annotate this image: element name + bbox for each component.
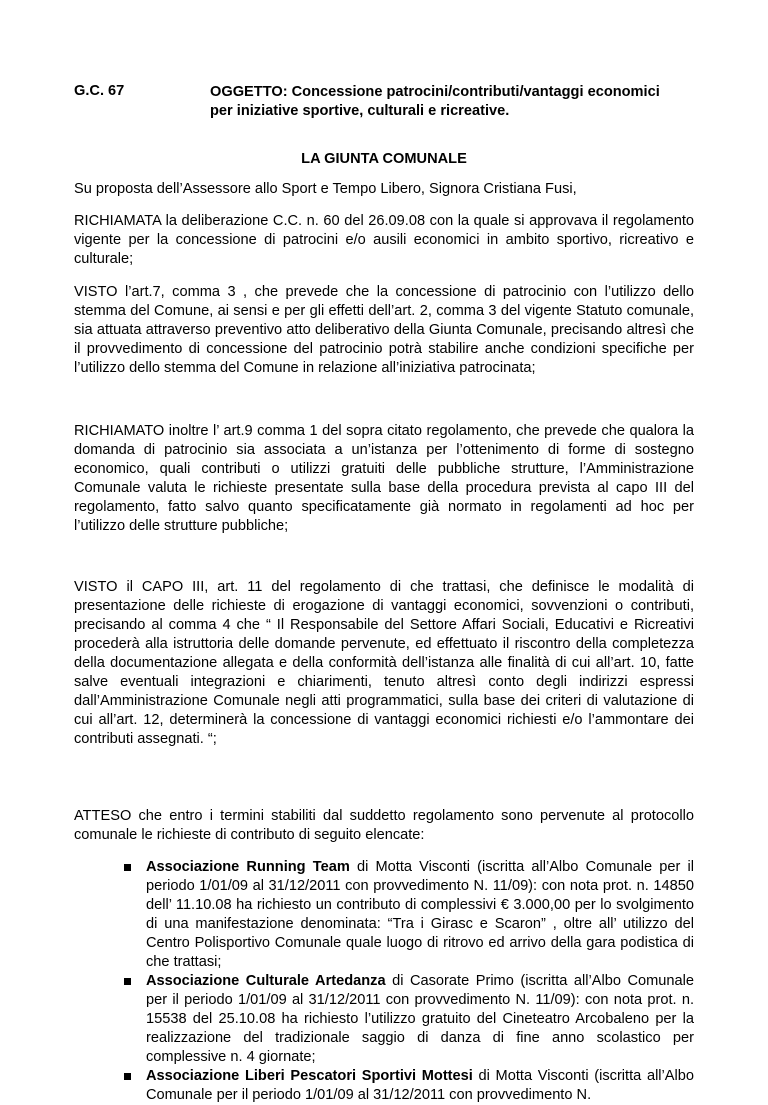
resolution-code: G.C. 67 bbox=[74, 83, 125, 99]
association-name: Associazione Culturale Artedanza bbox=[146, 973, 386, 989]
list-item bbox=[74, 858, 694, 972]
subject bbox=[210, 83, 700, 121]
list-item bbox=[74, 972, 694, 1067]
paragraph-proposal: Su proposta dell’Assessore allo Sport e Tempo Libero, Signora Cristiana Fusi, bbox=[74, 181, 577, 197]
association-name: Associazione Running Team bbox=[146, 859, 350, 875]
paragraph-visto-art7: VISTO l’art.7, comma 3 , che prevede che la concessione di patrocinio con l’utilizzo dello stemma del Comune, ai sensi e per gli effetti dell’art. 2, comma 3 del vigente Statuto comunale, sia attuata attraverso preventivo atto deliberativo della Giunta Comunale, precisando altresì che il provvedimento di concessione del patrocinio potrà stabilire anche condizioni specifiche per l’utilizzo dello stemma del Comune in relazione all’iniziativa patrocinata; bbox=[74, 284, 694, 376]
list-item bbox=[74, 1067, 694, 1105]
paragraph-atteso: ATTESO che entro i termini stabiliti dal suddetto regolamento sono pervenute al protocollo comunale le richieste di contributo di seguito elencate: bbox=[74, 808, 694, 843]
paragraph-richiamata: RICHIAMATA la deliberazione C.C. n. 60 del 26.09.08 con la quale si approvava il regolamento vigente per la concessione di patrocini e/o ausili economici in ambito sportivo, ricreativo e culturale; bbox=[74, 213, 694, 267]
square-bullet-icon bbox=[124, 978, 131, 985]
request-text: di Motta Visconti (iscritta all’Albo Comunale per il periodo 1/01/09 al 31/12/2011 con provvedimento N. bbox=[146, 1068, 695, 1103]
requests-list bbox=[74, 858, 694, 1105]
request-text: di Casorate Primo (iscritta all’Albo Comunale per il periodo 1/01/09 al 31/12/2011 con provvedimento N. 11/09): con nota prot. n. 15538 del 25.10.08 ha richiesto l’utilizzo gratuito del Cineteatro Arcobaleno per la realizzazione del tradizionale saggio di danza di fine anno scolastico per complessive n. 4 giornate; bbox=[146, 973, 694, 1065]
request-text: di Motta Visconti (iscritta all’Albo Comunale per il periodo 1/01/09 al 31/12/2011 con provvedimento N. 11/09): con nota prot. n. 14850 dell’ 11.10.08 ha richiesto un contributo di complessivi € 3.000,00 per lo svolgimento di una manifestazione denominata: “Tra i Girasc e Scaron” , oltre all’ utilizzo del Centro Polisportivo Comunale quale luogo di ritrovo ed arrivo della gara podistica di che trattasi; bbox=[146, 859, 694, 970]
paragraph-visto-capo3: VISTO il CAPO III, art. 11 del regolamento di che trattasi, che definisce le modalità di presentazione delle richieste di erogazione di vantaggi economici, sovvenzioni o contributi, precisando al comma 4 che “ Il Responsabile del Settore Affari Sociali, Educativi e Ricreativi procederà alla istruttoria delle domande pervenute, ed effettuato il riscontro della completezza della documentazione allegata e della conformità dell’istanza alle finalità di cui all’art. 10, fatte salve eventuali integrazioni e chiarimenti, tenuto altresì conto degli indirizzi espressi dall’Amministrazione Comunale negli atti programmatici, sulla base dei criteri di valutazione di cui all’art. 12, determinerà la concessione di vantaggi economici richiesti e/o l’ammontare dei contributi assegnati. “; bbox=[74, 579, 694, 747]
subject-line-2: per iniziative sportive, culturali e ricreative. bbox=[210, 103, 510, 119]
section-title: LA GIUNTA COMUNALE bbox=[301, 151, 467, 167]
paragraph-richiamato-art9: RICHIAMATO inoltre l’ art.9 comma 1 del sopra citato regolamento, che prevede che qualora la domanda di patrocinio sia associata a un’istanza per l’ottenimento di forme di sostegno economico, quali contributi o utilizzi gratuiti delle pubbliche strutture, l’Amministrazione Comunale valuta le richieste presentate sulla base della procedura prevista al capo III del regolamento, fatto salvo quanto specificatamente già normato in regolamenti ad hoc per l’utilizzo delle strutture pubbliche; bbox=[74, 423, 694, 534]
subject-line-1: OGGETTO: Concessione patrocini/contributi/vantaggi economici bbox=[210, 84, 660, 100]
square-bullet-icon bbox=[124, 864, 131, 871]
association-name: Associazione Liberi Pescatori Sportivi Mottesi bbox=[146, 1068, 473, 1084]
square-bullet-icon bbox=[124, 1073, 131, 1080]
